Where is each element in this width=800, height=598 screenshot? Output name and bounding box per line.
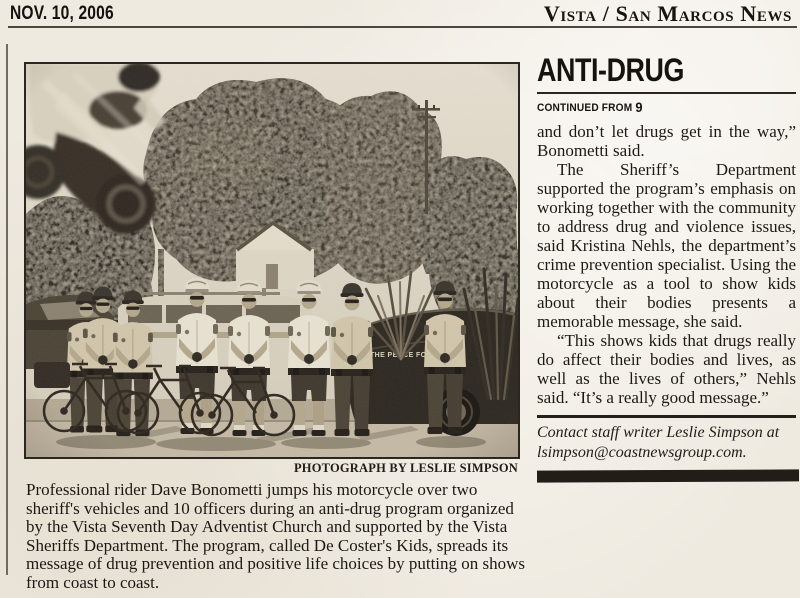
article-column (537, 52, 796, 482)
photo-grain (26, 64, 518, 457)
photo-credit: PHOTOGRAPH BY LESLIE SIMPSON (293, 461, 518, 475)
news-photo (24, 62, 520, 459)
article-paragraph: “This shows kids that drugs really do affect their bodies and lives, as well as the lives of others,” Nehls said. “It’s a really good message.” (537, 331, 796, 407)
scan-edge-line (6, 44, 8, 575)
article-paragraph: and don’t let drugs get in the way,” Bonometti said. (537, 122, 796, 160)
photo-caption: Professional rider Dave Bonometti jumps his motorcycle over two sheriff's vehicles and 10 officers during an anti-drug program organized by the Vista Seventh Day Adventist Church and supported by the Vista Sheriffs Department. The program, called De Coster's Kids, spreads its message of drug prevention and positive life choices by putting on shows from coast to coast. (26, 480, 526, 592)
continued-from-label: CONTINUED FROM (537, 102, 633, 114)
page-date: NOV. 10, 2006 (10, 3, 114, 24)
continued-from-page: 9 (635, 99, 643, 115)
headline-rule (537, 92, 796, 94)
section-divider-bar (537, 469, 799, 482)
contact-rule (537, 415, 796, 418)
continued-from-line (537, 99, 643, 115)
news-photo-art (26, 64, 518, 457)
article-headline: ANTI-DRUG (537, 52, 685, 88)
header-rule (8, 26, 797, 28)
article-paragraph: The Sheriff’s Department supported the program’s emphasis on working together with the community to address drug and violence issues, said Kristina Nehls, the department’s crime prevention specialist. Using the motorcycle as a tool to show kids about their bodies presents a memorable message, she said. (537, 160, 796, 331)
contact-line: Contact staff writer Leslie Simpson at lsimpson@coastnewsgroup.com. (537, 424, 780, 461)
masthead: Vista / San Marcos News (543, 1, 792, 26)
